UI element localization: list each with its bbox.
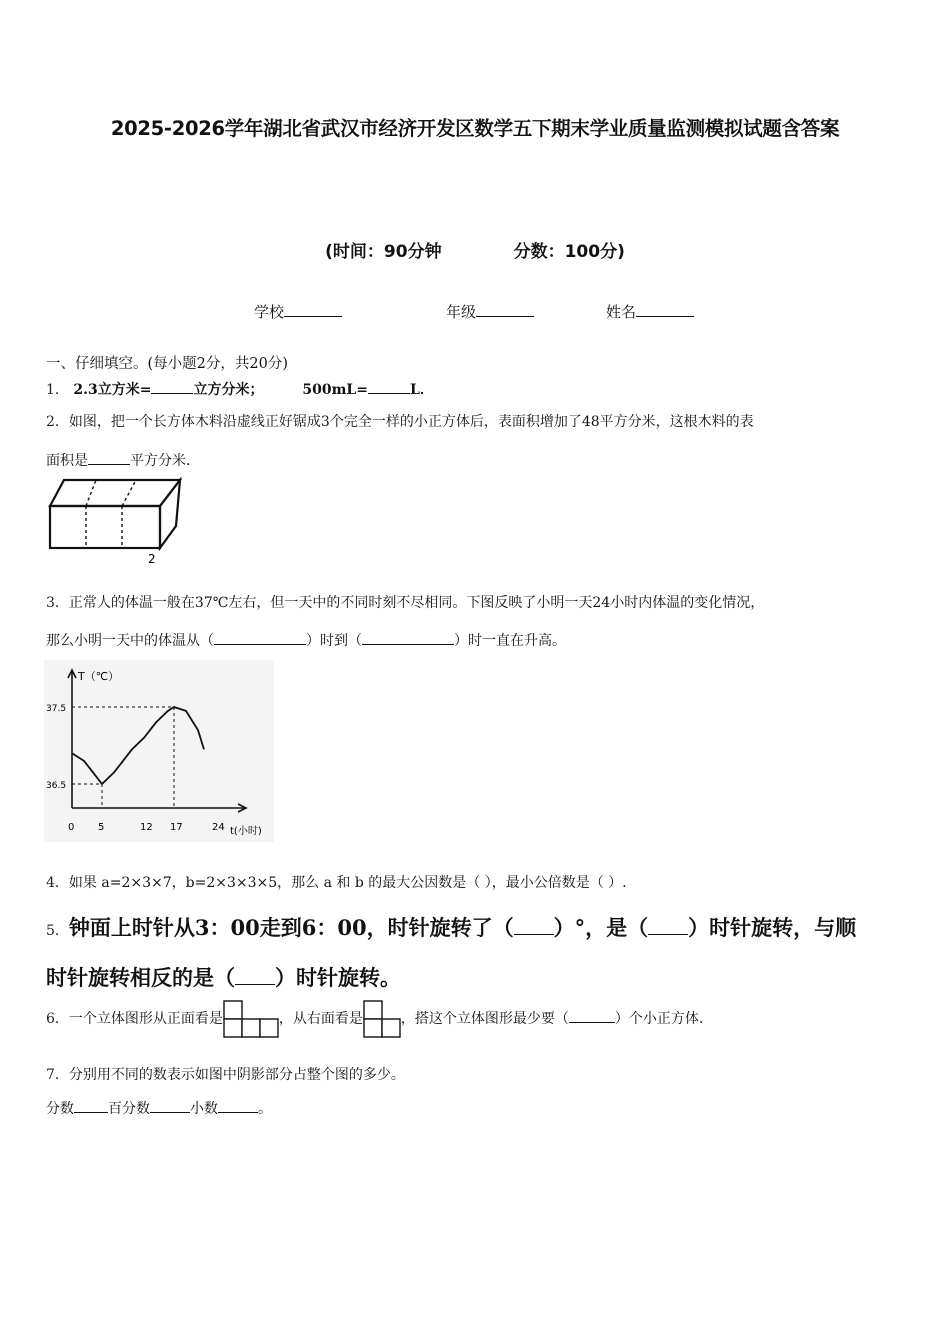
q2-text-2b: 平方分米．	[130, 453, 200, 469]
question-number: 4．	[46, 875, 69, 891]
cuboid-front-face	[50, 506, 160, 548]
cut-line-1-top	[86, 480, 96, 506]
q3-blank1	[214, 629, 306, 645]
question-4	[46, 872, 627, 892]
name-blank	[636, 301, 694, 317]
question-1	[46, 378, 434, 399]
q6-blank	[569, 1007, 615, 1023]
question-5-line-2	[46, 962, 401, 992]
grade-field	[446, 301, 534, 322]
cuboid-top-face	[50, 480, 180, 506]
cuboid-side-face	[160, 480, 180, 548]
q3-blank2	[362, 629, 454, 645]
q6-text-1: 一个立体图形从正面看是	[68, 1011, 223, 1027]
q1-blank2	[368, 378, 410, 394]
exam-time: (时间：90分钟	[325, 242, 442, 262]
question-6	[46, 1000, 703, 1038]
x-tick-label: 5	[98, 822, 105, 833]
x-tick-label: 12	[140, 822, 153, 833]
right-view-icon	[363, 1000, 401, 1038]
question-3-line-1	[46, 592, 764, 612]
cuboid-label: 2	[148, 552, 156, 566]
q6-text-3: ，搭这个立体图形最少要（	[400, 1011, 569, 1027]
q7-decimal-label: 小数	[190, 1101, 218, 1117]
q2-text-2a: 面积是	[46, 453, 88, 469]
x-axis-label: t(小时)	[230, 826, 262, 837]
q1-part3: 500mL=	[302, 382, 368, 398]
q2-blank	[88, 449, 130, 465]
x-tick-label: 24	[212, 822, 225, 833]
q3-text-2a: 那么小明一天中的体温从（	[46, 633, 214, 649]
q3-text-1: 正常人的体温一般在37℃左右，但一天中的不同时刻不尽相同。下图反映了小明一天24小时内体温的变化情况，	[68, 595, 765, 611]
q3-text-2b: ）时到（	[306, 633, 362, 649]
q5-blank2	[648, 914, 688, 935]
q1-part4: L．	[410, 382, 434, 398]
q7-blank3	[218, 1097, 258, 1113]
cut-line-2-top	[122, 480, 136, 506]
temperature-chart	[44, 660, 274, 842]
q1-blank1	[151, 378, 193, 394]
front-view-icon	[223, 1000, 279, 1038]
question-number: 7．	[46, 1067, 69, 1083]
name-field	[606, 301, 694, 322]
chart-background	[44, 660, 274, 842]
y-tick-label: 36.5	[46, 781, 67, 791]
school-field	[254, 301, 342, 322]
question-7-line-2	[46, 1097, 272, 1118]
q5-blank3	[235, 964, 275, 985]
page-title: 2025-2026学年湖北省武汉市经济开发区数学五下期末学业质量监测模拟试题含答案	[110, 117, 840, 140]
x-tick-label: 0	[68, 822, 75, 833]
q7-percent-label: 百分数	[108, 1101, 150, 1117]
grade-label: 年级	[446, 303, 477, 321]
q5-text-2a: 时针旋转相反的是（	[46, 965, 235, 990]
exam-score: 分数：100分)	[513, 242, 625, 262]
q6-text-4: ）个小正方体.	[614, 1011, 704, 1027]
q5-text-2b: ）时针旋转。	[275, 965, 401, 990]
school-label: 学校	[254, 303, 285, 321]
question-5-line-1	[46, 912, 856, 942]
q7-text-1: 分别用不同的数表示如图中阴影部分占整个图的多少。	[68, 1067, 405, 1083]
q5-text-1b: ）°，是（	[553, 915, 649, 940]
exam-meta	[0, 237, 950, 262]
q1-part1: 2.3立方米=	[73, 382, 152, 398]
question-number: 1．	[46, 382, 69, 398]
q4-text: 如果 a=2×3×7，b=2×3×3×5，那么 a 和 b 的最大公因数是（ ），最小公倍数是（ ）.	[68, 875, 627, 891]
q5-text-1c: ）时针旋转，与顺	[688, 915, 857, 940]
q3-text-2c: ）时一直在升高。	[454, 633, 566, 649]
school-blank	[284, 301, 342, 317]
question-number: 2．	[46, 414, 69, 430]
cuboid-figure	[44, 476, 184, 568]
question-number: 3．	[46, 595, 69, 611]
q1-part2: 立方分米；	[193, 382, 264, 398]
y-tick-label: 37.5	[46, 704, 67, 714]
question-3-line-2	[46, 629, 566, 650]
q6-text-2: ，从右面看是	[278, 1011, 363, 1027]
x-tick-label: 17	[170, 822, 183, 833]
q7-blank1	[74, 1097, 108, 1113]
q5-blank1	[514, 914, 554, 935]
q7-fraction-label: 分数	[46, 1101, 74, 1117]
question-7-line-1	[46, 1064, 405, 1084]
question-number: 6．	[46, 1011, 69, 1027]
q7-end: 。	[258, 1101, 272, 1117]
grade-blank	[476, 301, 534, 317]
q7-blank2	[150, 1097, 190, 1113]
section-heading: 一、仔细填空。(每小题2分，共20分)	[46, 356, 288, 372]
question-2-line-1	[46, 411, 754, 431]
name-label: 姓名	[606, 303, 637, 321]
q2-text-1: 如图，把一个长方体木料沿虚线正好锯成3个完全一样的小正方体后，表面积增加了48平方分米，这根木料的表	[68, 414, 754, 430]
question-2-line-2	[46, 449, 200, 470]
question-number: 5．	[46, 923, 69, 939]
y-axis-label: T（℃）	[78, 670, 120, 683]
q5-text-1a: 钟面上时针从3：00走到6：00，时针旋转了（	[68, 915, 514, 940]
